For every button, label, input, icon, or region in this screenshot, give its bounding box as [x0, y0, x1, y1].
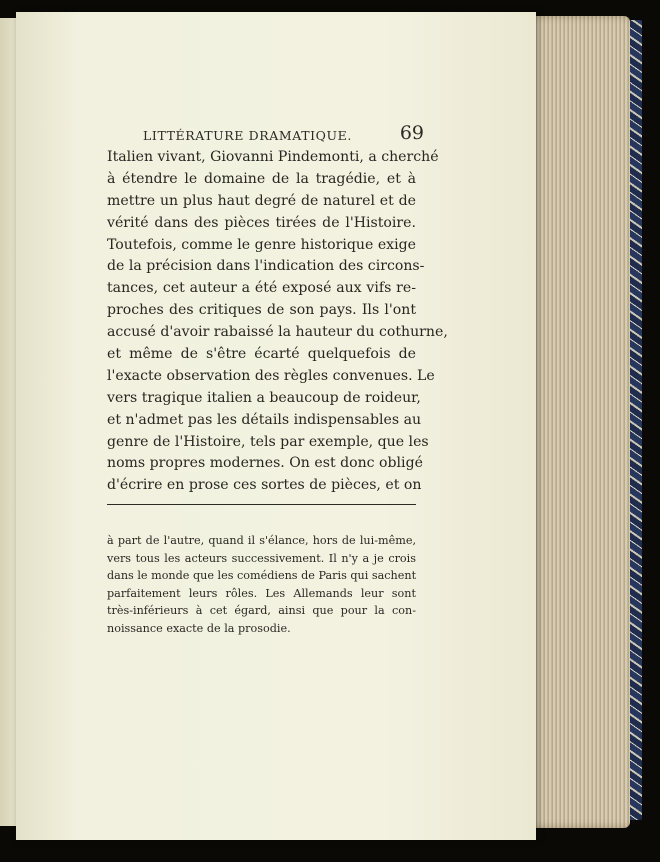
- text-line: mettre un plus haut degré de naturel et de: [107, 192, 416, 209]
- text-line: et n'admet pas les détails indispensables au: [107, 411, 422, 428]
- footnote-line: à part de l'autre, quand il s'élance, hors de lui-même,: [107, 534, 416, 547]
- text-line: à étendre le domaine de la tragédie, et à: [107, 170, 416, 187]
- footnote-line: vers tous les acteurs successivement. Il n'y a je crois: [107, 551, 416, 565]
- text-line: proches des critiques de son pays. Ils l'ont: [107, 302, 416, 319]
- footnote-line: noissance exacte de la prosodie.: [107, 621, 291, 635]
- body-text: [107, 147, 448, 497]
- text-line: Toutefois, comme le genre historique exige: [107, 236, 416, 253]
- page-edges: [520, 16, 630, 828]
- running-title: LITTÉRATURE DRAMATIQUE.: [143, 128, 352, 143]
- text-line: accusé d'avoir rabaissé la hauteur du cothurne,: [107, 324, 448, 341]
- text-line: tances, cet auteur a été exposé aux vifs re-: [107, 280, 416, 297]
- text-line: d'écrire en prose ces sortes de pièces, et on: [107, 477, 422, 494]
- page-header: [143, 120, 428, 148]
- footnote-line: parfaitement leurs rôles. Les Allemands leur sont: [107, 586, 416, 600]
- text-line: genre de l'Histoire, tels par exemple, que les: [107, 433, 429, 450]
- footnote-rule: [107, 504, 416, 505]
- text-line: de la précision dans l'indication des circons-: [107, 258, 425, 275]
- footnote-line: dans le monde que les comédiens de Paris qui sachent: [107, 569, 417, 583]
- text-line: l'exacte observation des règles convenues. Le: [107, 367, 435, 384]
- text-line: vers tragique italien a beaucoup de roideur,: [107, 389, 421, 406]
- text-line: vérité dans des pièces tirées de l'Histoire.: [107, 214, 416, 231]
- text-line: et même de s'être écarté quelquefois de: [107, 346, 416, 363]
- footnote-line: très-inférieurs à cet égard, ainsi que pour la con-: [107, 604, 416, 618]
- text-line: noms propres modernes. On est donc obligé: [107, 455, 423, 472]
- text-line: Italien vivant, Giovanni Pindemonti, a cherché: [107, 149, 439, 165]
- footnote: [107, 532, 416, 638]
- page-number: 69: [399, 122, 424, 144]
